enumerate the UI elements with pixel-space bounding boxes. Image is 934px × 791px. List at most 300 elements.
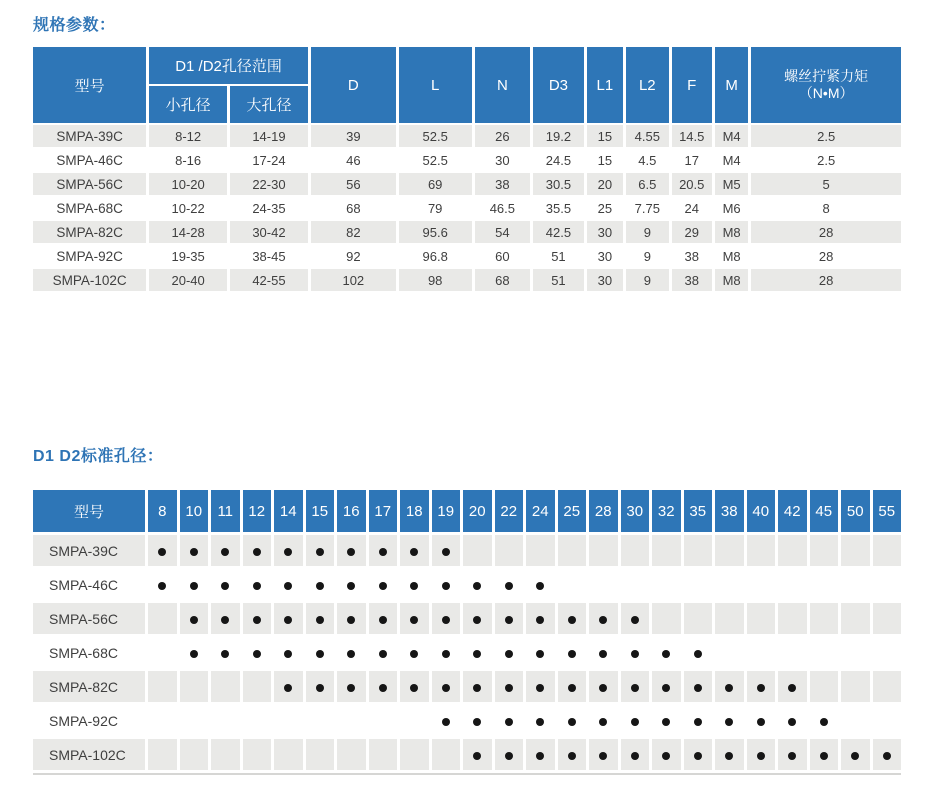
spec-value-cell: 15 — [587, 125, 623, 147]
hole-dot — [568, 616, 576, 624]
spec-table-row — [33, 269, 901, 291]
spec-value-cell: 29 — [672, 221, 712, 243]
hole-dot — [694, 752, 702, 760]
hole-dot — [662, 684, 670, 692]
hole-cell-45 — [810, 603, 839, 634]
col-header-diameter-14: 14 — [274, 490, 303, 532]
hole-cell-12 — [243, 603, 272, 634]
model-cell: SMPA-56C — [33, 173, 146, 195]
hole-dot — [599, 752, 607, 760]
spec-value-cell: 2.5 — [751, 149, 901, 171]
model-cell: SMPA-92C — [33, 705, 145, 736]
spec-value-cell: 10-22 — [149, 197, 227, 219]
hole-dot — [505, 718, 513, 726]
hole-cell-16 — [337, 603, 366, 634]
hole-dot — [284, 582, 292, 590]
hole-table-row — [33, 637, 901, 668]
hole-dot — [158, 548, 166, 556]
spec-value-cell: 19.2 — [533, 125, 584, 147]
hole-cell-50 — [841, 637, 870, 668]
col-header-diameter-24: 24 — [526, 490, 555, 532]
hole-cell-15 — [306, 603, 335, 634]
col-header-diameter-18: 18 — [400, 490, 429, 532]
hole-cell-20 — [463, 569, 492, 600]
hole-cell-22 — [495, 671, 524, 702]
hole-cell-42 — [778, 637, 807, 668]
hole-dot — [442, 582, 450, 590]
hole-cell-17 — [369, 603, 398, 634]
spec-value-cell: 24.5 — [533, 149, 584, 171]
hole-dot — [410, 650, 418, 658]
spec-value-cell: 56 — [311, 173, 396, 195]
hole-cell-17 — [369, 535, 398, 566]
spec-value-cell: 38 — [672, 245, 712, 267]
hole-cell-42 — [778, 705, 807, 736]
spec-value-cell: 6.5 — [626, 173, 668, 195]
hole-cell-14 — [274, 671, 303, 702]
hole-dot — [379, 684, 387, 692]
hole-cell-11 — [211, 535, 240, 566]
hole-cell-18 — [400, 705, 429, 736]
spec-value-cell: 28 — [751, 221, 901, 243]
hole-cell-10 — [180, 535, 209, 566]
hole-dot — [158, 582, 166, 590]
spec-value-cell: 17 — [672, 149, 712, 171]
spec-table-header — [33, 47, 901, 123]
hole-dot — [347, 582, 355, 590]
spec-value-cell: 9 — [626, 221, 668, 243]
hole-dot — [379, 582, 387, 590]
hole-cell-11 — [211, 739, 240, 770]
hole-cell-30 — [621, 569, 650, 600]
spec-value-cell: 26 — [475, 125, 531, 147]
hole-dot — [568, 684, 576, 692]
hole-cell-42 — [778, 569, 807, 600]
hole-cell-17 — [369, 739, 398, 770]
hole-cell-25 — [558, 637, 587, 668]
hole-dot — [473, 582, 481, 590]
hole-cell-45 — [810, 569, 839, 600]
hole-cell-12 — [243, 705, 272, 736]
hole-cell-55 — [873, 739, 902, 770]
hole-cell-8 — [148, 603, 177, 634]
hole-cell-8 — [148, 637, 177, 668]
hole-cell-10 — [180, 705, 209, 736]
hole-dot — [347, 548, 355, 556]
spec-value-cell: M6 — [715, 197, 748, 219]
col-header-model: 型号 — [33, 47, 146, 123]
hole-cell-15 — [306, 739, 335, 770]
col-header-diameter-22: 22 — [495, 490, 524, 532]
spec-table-body — [33, 125, 901, 291]
spec-value-cell: 19-35 — [149, 245, 227, 267]
hole-dot — [284, 616, 292, 624]
col-header-diameter-32: 32 — [652, 490, 681, 532]
hole-cell-18 — [400, 569, 429, 600]
spec-value-cell: 4.5 — [626, 149, 668, 171]
spec-table-row — [33, 125, 901, 147]
hole-cell-18 — [400, 671, 429, 702]
hole-dot — [788, 752, 796, 760]
hole-section-title: D1 D2标准孔径： — [33, 448, 164, 465]
model-cell: SMPA-68C — [33, 197, 146, 219]
hole-dot — [442, 718, 450, 726]
hole-cell-11 — [211, 569, 240, 600]
hole-cell-15 — [306, 569, 335, 600]
hole-cell-50 — [841, 535, 870, 566]
hole-dot — [316, 582, 324, 590]
spec-value-cell: 52.5 — [399, 149, 472, 171]
hole-cell-38 — [715, 705, 744, 736]
col-header-diameter-12: 12 — [243, 490, 272, 532]
col-header-L: L — [399, 47, 472, 123]
hole-dot — [757, 718, 765, 726]
hole-table-header — [33, 490, 901, 532]
col-header-F: F — [672, 47, 712, 123]
hole-cell-20 — [463, 603, 492, 634]
spec-value-cell: 30 — [475, 149, 531, 171]
spec-value-cell: 51 — [533, 269, 584, 291]
spec-value-cell: 25 — [587, 197, 623, 219]
hole-cell-22 — [495, 739, 524, 770]
hole-cell-16 — [337, 569, 366, 600]
col-header-diameter-16: 16 — [337, 490, 366, 532]
hole-cell-28 — [589, 739, 618, 770]
hole-cell-19 — [432, 569, 461, 600]
hole-dot — [410, 582, 418, 590]
hole-table-row — [33, 535, 901, 566]
spec-value-cell: 60 — [475, 245, 531, 267]
hole-cell-17 — [369, 705, 398, 736]
spec-value-cell: 68 — [311, 197, 396, 219]
col-header-diameter-15: 15 — [306, 490, 335, 532]
hole-dot — [284, 684, 292, 692]
hole-table-row — [33, 569, 901, 600]
hole-cell-40 — [747, 637, 776, 668]
model-cell: SMPA-46C — [33, 569, 145, 600]
hole-cell-15 — [306, 671, 335, 702]
hole-cell-35 — [684, 603, 713, 634]
hole-cell-25 — [558, 535, 587, 566]
hole-table-row — [33, 739, 901, 770]
hole-dot — [473, 752, 481, 760]
hole-cell-17 — [369, 637, 398, 668]
hole-cell-35 — [684, 637, 713, 668]
spec-table-row — [33, 221, 901, 243]
hole-table — [30, 487, 904, 773]
hole-cell-8 — [148, 569, 177, 600]
hole-dot — [379, 616, 387, 624]
hole-cell-45 — [810, 705, 839, 736]
hole-cell-22 — [495, 705, 524, 736]
hole-dot — [316, 650, 324, 658]
hole-cell-38 — [715, 569, 744, 600]
spec-value-cell: 28 — [751, 269, 901, 291]
hole-dot — [788, 684, 796, 692]
col-header-diameter-25: 25 — [558, 490, 587, 532]
hole-dot — [316, 684, 324, 692]
spec-section-title: 规格参数： — [33, 17, 116, 34]
hole-table-row — [33, 603, 901, 634]
hole-dot — [473, 718, 481, 726]
spec-value-cell: 20 — [587, 173, 623, 195]
hole-cell-14 — [274, 569, 303, 600]
spec-value-cell: 38 — [475, 173, 531, 195]
hole-cell-10 — [180, 739, 209, 770]
col-header-diameter-8: 8 — [148, 490, 177, 532]
col-header-L1: L1 — [587, 47, 623, 123]
hole-dot — [662, 650, 670, 658]
hole-cell-16 — [337, 637, 366, 668]
hole-cell-14 — [274, 705, 303, 736]
hole-cell-24 — [526, 739, 555, 770]
hole-cell-16 — [337, 739, 366, 770]
hole-cell-32 — [652, 705, 681, 736]
hole-cell-8 — [148, 535, 177, 566]
col-header-diameter-10: 10 — [180, 490, 209, 532]
hole-cell-19 — [432, 603, 461, 634]
spec-table-row — [33, 149, 901, 171]
col-header-diameter-45: 45 — [810, 490, 839, 532]
hole-cell-30 — [621, 671, 650, 702]
hole-cell-22 — [495, 569, 524, 600]
hole-dot — [851, 752, 859, 760]
hole-cell-50 — [841, 705, 870, 736]
hole-dot — [473, 684, 481, 692]
hole-cell-8 — [148, 671, 177, 702]
spec-table — [30, 45, 904, 293]
spec-value-cell: M8 — [715, 245, 748, 267]
hole-cell-19 — [432, 705, 461, 736]
hole-cell-22 — [495, 637, 524, 668]
spec-table-row — [33, 197, 901, 219]
model-cell: SMPA-82C — [33, 221, 146, 243]
spec-value-cell: 102 — [311, 269, 396, 291]
model-cell: SMPA-102C — [33, 739, 145, 770]
hole-dot — [379, 650, 387, 658]
hole-dot — [536, 616, 544, 624]
hole-dot — [694, 650, 702, 658]
hole-cell-24 — [526, 569, 555, 600]
spec-value-cell: 79 — [399, 197, 472, 219]
col-header-D: D — [311, 47, 396, 123]
spec-value-cell: 96.8 — [399, 245, 472, 267]
hole-dot — [316, 548, 324, 556]
hole-dot — [253, 650, 261, 658]
hole-cell-10 — [180, 603, 209, 634]
spec-value-cell: 42.5 — [533, 221, 584, 243]
hole-dot — [505, 752, 513, 760]
hole-cell-11 — [211, 705, 240, 736]
hole-dot — [190, 650, 198, 658]
hole-cell-40 — [747, 603, 776, 634]
hole-cell-18 — [400, 739, 429, 770]
hole-cell-35 — [684, 739, 713, 770]
hole-cell-18 — [400, 603, 429, 634]
hole-cell-18 — [400, 637, 429, 668]
hole-cell-20 — [463, 535, 492, 566]
spec-value-cell: 38-45 — [230, 245, 308, 267]
model-cell: SMPA-46C — [33, 149, 146, 171]
hole-dot — [190, 616, 198, 624]
hole-cell-32 — [652, 603, 681, 634]
hole-dot — [536, 582, 544, 590]
hole-cell-35 — [684, 569, 713, 600]
spec-value-cell: 4.55 — [626, 125, 668, 147]
hole-cell-50 — [841, 671, 870, 702]
hole-dot — [725, 718, 733, 726]
hole-cell-18 — [400, 535, 429, 566]
hole-dot — [473, 650, 481, 658]
spec-value-cell: 68 — [475, 269, 531, 291]
col-header-diameter-19: 19 — [432, 490, 461, 532]
hole-cell-22 — [495, 603, 524, 634]
col-header-diameter-55: 55 — [873, 490, 902, 532]
hole-dot — [536, 752, 544, 760]
hole-cell-19 — [432, 739, 461, 770]
spec-value-cell: M8 — [715, 221, 748, 243]
hole-cell-14 — [274, 739, 303, 770]
hole-cell-55 — [873, 603, 902, 634]
col-header-model: 型号 — [33, 490, 145, 532]
hole-cell-25 — [558, 671, 587, 702]
hole-cell-17 — [369, 671, 398, 702]
hole-cell-12 — [243, 637, 272, 668]
spec-value-cell: 9 — [626, 245, 668, 267]
hole-cell-38 — [715, 637, 744, 668]
model-cell: SMPA-92C — [33, 245, 146, 267]
spec-value-cell: 20-40 — [149, 269, 227, 291]
hole-dot — [568, 650, 576, 658]
torque-header-line2: （N•M） — [798, 85, 854, 101]
col-header-diameter-42: 42 — [778, 490, 807, 532]
hole-dot — [442, 548, 450, 556]
spec-value-cell: M4 — [715, 125, 748, 147]
col-header-N: N — [475, 47, 531, 123]
hole-cell-20 — [463, 705, 492, 736]
hole-dot — [253, 582, 261, 590]
hole-cell-19 — [432, 671, 461, 702]
hole-dot — [505, 650, 513, 658]
col-header-L2: L2 — [626, 47, 668, 123]
hole-cell-55 — [873, 637, 902, 668]
hole-cell-25 — [558, 705, 587, 736]
col-header-diameter-35: 35 — [684, 490, 713, 532]
col-header-large-hole: 大孔径 — [230, 86, 308, 123]
hole-cell-45 — [810, 637, 839, 668]
hole-cell-38 — [715, 671, 744, 702]
hole-cell-12 — [243, 671, 272, 702]
hole-dot — [694, 718, 702, 726]
hole-cell-11 — [211, 603, 240, 634]
hole-cell-50 — [841, 569, 870, 600]
spec-value-cell: 8-16 — [149, 149, 227, 171]
spec-value-cell: M5 — [715, 173, 748, 195]
hole-cell-19 — [432, 637, 461, 668]
hole-dot — [631, 718, 639, 726]
torque-header-line1: 螺丝拧紧力矩 — [784, 68, 869, 84]
hole-cell-40 — [747, 671, 776, 702]
hole-dot — [883, 752, 891, 760]
spec-value-cell: 14.5 — [672, 125, 712, 147]
hole-cell-14 — [274, 535, 303, 566]
hole-cell-12 — [243, 569, 272, 600]
hole-dot — [379, 548, 387, 556]
hole-dot — [757, 684, 765, 692]
hole-dot — [662, 718, 670, 726]
spec-value-cell: 46.5 — [475, 197, 531, 219]
spec-value-cell: 9 — [626, 269, 668, 291]
hole-cell-55 — [873, 705, 902, 736]
hole-cell-30 — [621, 705, 650, 736]
spec-value-cell: 46 — [311, 149, 396, 171]
hole-table-body — [33, 535, 901, 770]
hole-cell-50 — [841, 603, 870, 634]
spec-value-cell: 51 — [533, 245, 584, 267]
hole-cell-35 — [684, 705, 713, 736]
col-header-D3: D3 — [533, 47, 584, 123]
hole-cell-32 — [652, 739, 681, 770]
col-header-diameter-38: 38 — [715, 490, 744, 532]
hole-cell-28 — [589, 637, 618, 668]
hole-dot — [568, 752, 576, 760]
spec-value-cell: 22-30 — [230, 173, 308, 195]
hole-cell-15 — [306, 705, 335, 736]
spec-table-row — [33, 245, 901, 267]
spec-value-cell: 42-55 — [230, 269, 308, 291]
hole-dot — [221, 616, 229, 624]
hole-dot — [536, 718, 544, 726]
hole-dot — [599, 616, 607, 624]
hole-cell-35 — [684, 535, 713, 566]
col-header-diameter-50: 50 — [841, 490, 870, 532]
hole-cell-22 — [495, 535, 524, 566]
spec-table-row — [33, 173, 901, 195]
hole-cell-55 — [873, 535, 902, 566]
hole-cell-20 — [463, 739, 492, 770]
hole-dot — [253, 548, 261, 556]
hole-dot — [284, 650, 292, 658]
hole-dot — [757, 752, 765, 760]
hole-cell-30 — [621, 637, 650, 668]
hole-dot — [725, 684, 733, 692]
hole-dot — [316, 616, 324, 624]
hole-cell-32 — [652, 535, 681, 566]
hole-cell-10 — [180, 569, 209, 600]
col-header-torque — [751, 47, 901, 123]
col-header-diameter-20: 20 — [463, 490, 492, 532]
hole-dot — [694, 684, 702, 692]
col-header-diameter-40: 40 — [747, 490, 776, 532]
hole-cell-24 — [526, 671, 555, 702]
col-header-diameter-28: 28 — [589, 490, 618, 532]
spec-value-cell: 15 — [587, 149, 623, 171]
hole-cell-12 — [243, 739, 272, 770]
hole-dot — [631, 752, 639, 760]
hole-cell-30 — [621, 739, 650, 770]
hole-dot — [662, 752, 670, 760]
hole-dot — [221, 650, 229, 658]
col-header-d1d2-range: D1 /D2孔径范围 — [149, 47, 308, 84]
hole-table-row — [33, 671, 901, 702]
hole-dot — [599, 684, 607, 692]
hole-cell-40 — [747, 705, 776, 736]
hole-cell-38 — [715, 603, 744, 634]
spec-value-cell: 30 — [587, 221, 623, 243]
hole-cell-28 — [589, 569, 618, 600]
hole-cell-30 — [621, 535, 650, 566]
model-cell: SMPA-39C — [33, 125, 146, 147]
